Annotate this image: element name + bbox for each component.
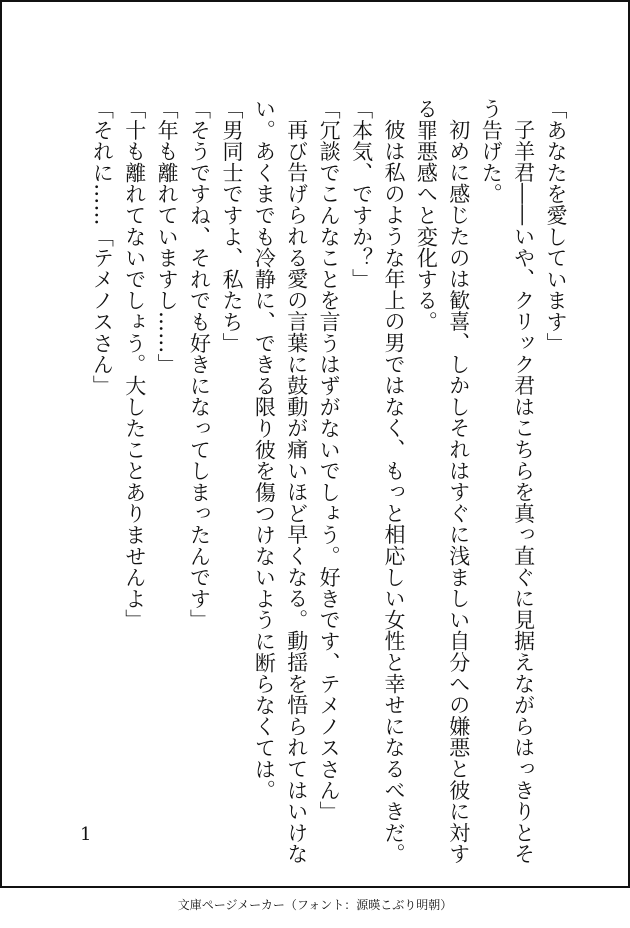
text-line: 初めに感じたのは歓喜、しかしそれはすぐに浅ましい自分への嫌悪と彼に対す [446,119,471,865]
text-line: 「そうですね、それでも好きになってしまったんです」 [187,98,212,631]
text-line: 「年も離れていますし……」 [155,98,180,375]
vertical-text-block [52,98,572,865]
text-line: 「十も離れてないでしょう。大したことありませんよ」 [122,98,147,631]
text-line: う告げた。 [479,98,504,205]
text-line: い。あくまでも冷静に、できる限り彼を傷つけないように断らなくては。 [252,98,277,801]
text-line: 「本気、ですか？」 [349,98,374,290]
text-line: 「それに……「テメノスさん」 [90,98,115,397]
text-line: 彼は私のような年上の男ではなく、もっと相応しい女性と幸せになるべきだ。 [381,119,406,865]
text-line: 「冗談でこんなことを言うはずがないでしょう。好きです、テメノスさん」 [317,98,342,823]
text-line: 再び告げられる愛の言葉に鼓動が痛いほど早くなる。動揺を悟られてはいけな [284,119,309,865]
text-line: 「あなたを愛しています」 [544,98,568,354]
text-line: 「男同士ですよ、私たち」 [219,98,244,354]
text-line: る罪悪感へと変化する。 [414,98,439,333]
text-line: 子羊君――いや、クリック君はこちらを真っ直ぐに見据えながらはっきりとそ [511,119,536,865]
page-number: 1 [80,824,92,845]
footer-caption: 文庫ページメーカー（フォント：源暎こぶり明朝） [177,898,453,912]
